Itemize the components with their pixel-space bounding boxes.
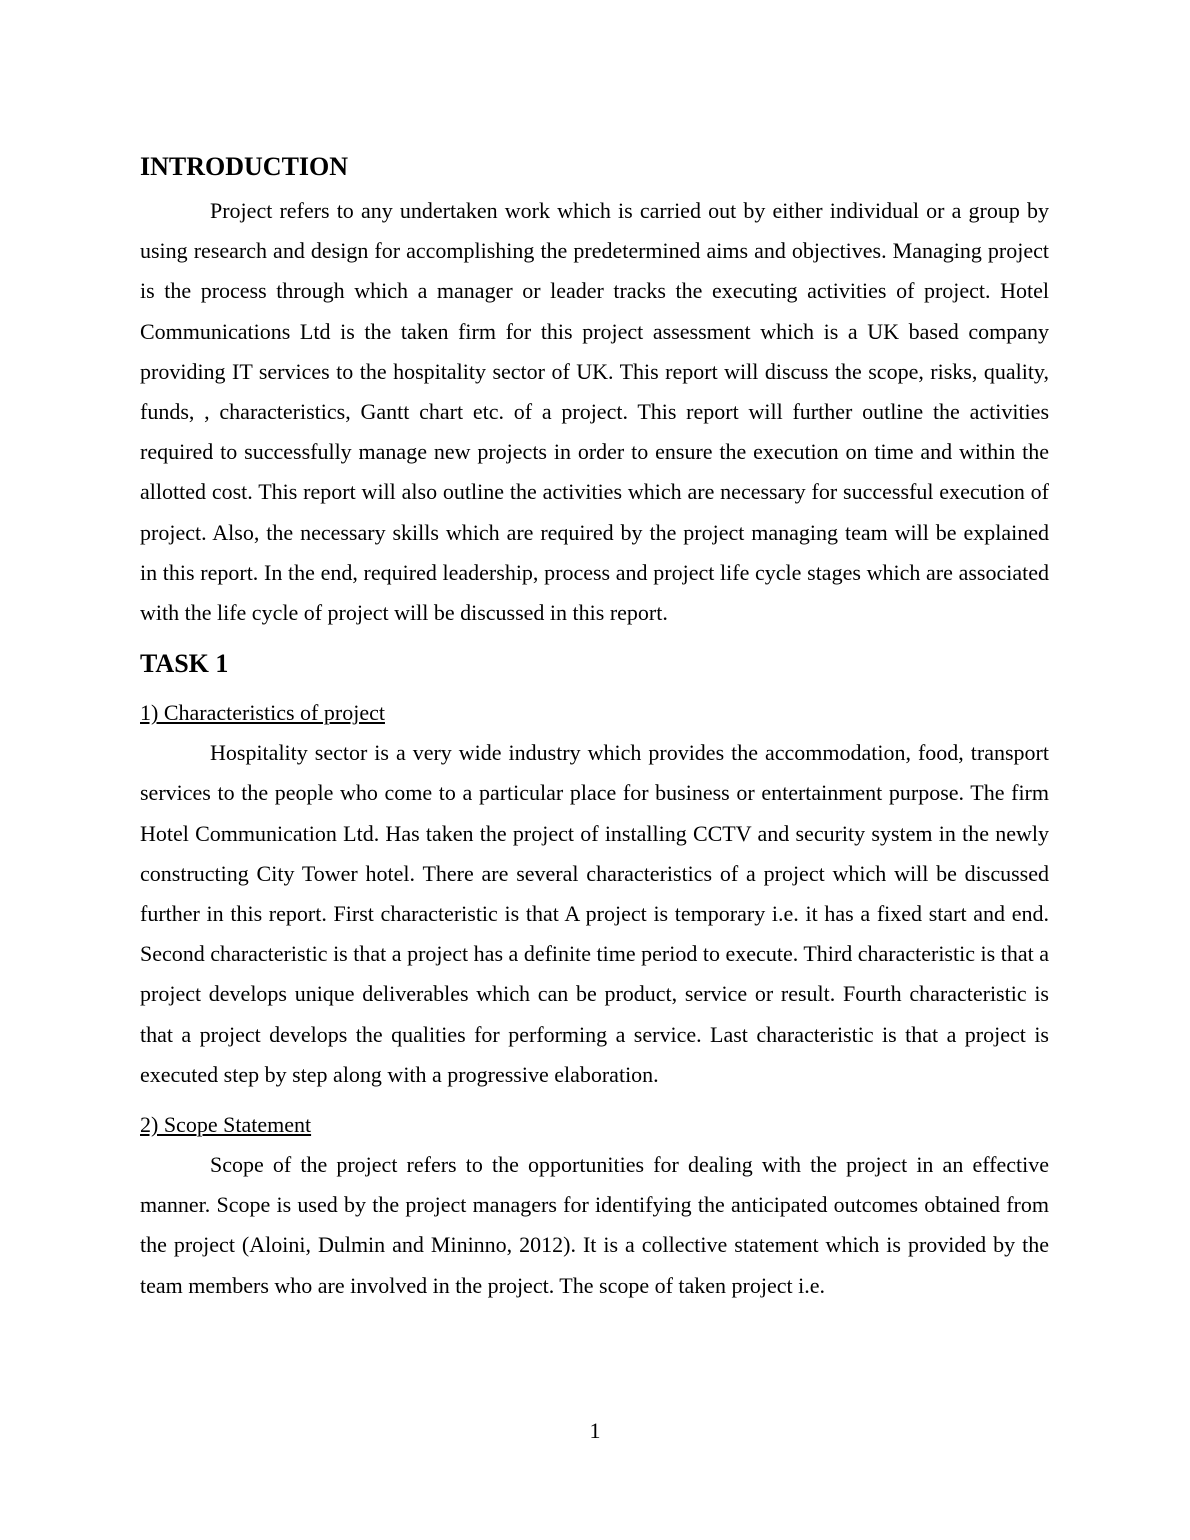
scope-statement-subheading: 2) Scope Statement — [140, 1112, 312, 1138]
introduction-heading: INTRODUCTION — [140, 152, 349, 181]
scope-statement-paragraph: Scope of the project refers to the opportunities for dealing with the project in an effective manner. Scope is used by the project managers for identifying the anticipated outcomes obtained from the project (Aloini, Dulmin and Mininno, 2012). It is a collective statement which is provided by the team members who are involved in the project. The scope of taken project i.e. — [140, 1152, 1049, 1298]
task-1-heading: TASK 1 — [140, 649, 229, 679]
page-content — [140, 148, 1049, 1306]
characteristics-subheading: 1) Characteristics of project — [140, 700, 385, 726]
characteristics-paragraph: Hospitality sector is a very wide industry which provides the accommodation, food, transport services to the people who come to a particular place for business or entertainment purpose. The firm Hotel Communication Ltd. Has taken the project of installing CCTV and security system in the newly constructing City Tower hotel. There are several characteristics of a project which will be discussed further in this report. First characteristic is that A project is temporary i.e. it has a fixed start and end. Second characteristic is that a project has a definite time period to execute. Third characteristic is that a project develops unique deliverables which can be product, service or result. Fourth characteristic is that a project develops the qualities for performing a service. Last characteristic is that a project is executed step by step along with a progressive elaboration. — [140, 740, 1049, 1087]
introduction-paragraph: Project refers to any undertaken work which is carried out by either individual or a group by using research and design for accomplishing the predetermined aims and objectives. Managing project is the process through which a manager or leader tracks the executing activities of project. Hotel Communications Ltd is the taken firm for this project assessment which is a UK based company providing IT services to the hospitality sector of UK. This report will discuss the scope, risks, quality, funds, , characteristics, Gantt chart etc. of a project. This report will further outline the activities required to successfully manage new projects in order to ensure the execution on time and within the allotted cost. This report will also outline the activities which are necessary for successful execution of project. Also, the necessary skills which are required by the project managing team will be explained in this report. In the end, required leadership, process and project life cycle stages which are associated with the life cycle of project will be discussed in this report. — [140, 198, 1049, 626]
page-number: 1 — [589, 1418, 601, 1443]
